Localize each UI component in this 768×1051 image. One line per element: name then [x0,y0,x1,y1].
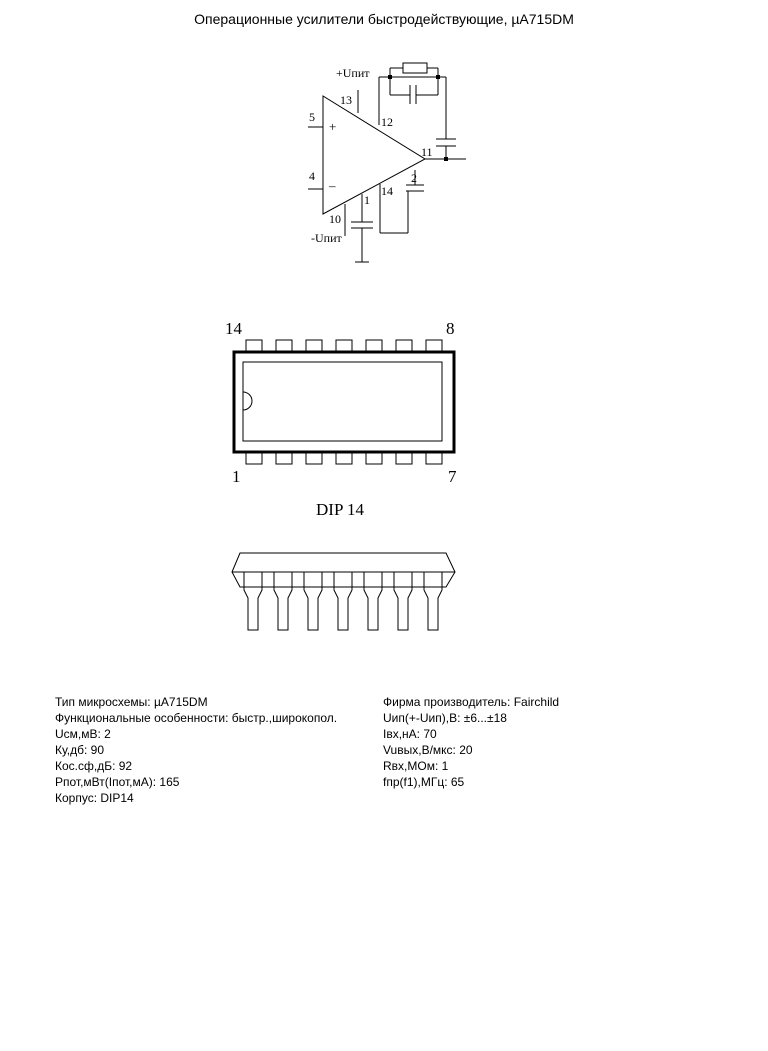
dip-pin-top [396,340,412,352]
minus-sign: – [329,178,336,193]
pin-label-12: 12 [381,115,393,129]
spec-input-current: Iвх,нА: 70 [383,727,437,741]
side-pin [334,572,352,630]
side-pin [424,572,442,630]
spec-input-resistance: Rвх,МОм: 1 [383,759,449,773]
side-pin [274,572,292,630]
dip-pin-top [366,340,382,352]
spec-supply-voltage: Uип(+-Uип),В: ±6...±18 [383,711,507,725]
dip-label-1: 1 [232,467,241,486]
pin-label-2: 2 [411,171,417,185]
spec-offset-voltage: Uсм,мВ: 2 [55,727,111,741]
side-pin [394,572,412,630]
dip-label-8: 8 [446,319,455,338]
dip-pin-bottom [246,452,262,464]
dip-pin-top [246,340,262,352]
dip-pin-bottom [336,452,352,464]
pin-label-1: 1 [364,193,370,207]
dip-pin-top [336,340,352,352]
pin-label-4: 4 [309,169,315,183]
dip-pin-top [306,340,322,352]
feedback-resistor [403,63,427,73]
pin-label-10: 10 [329,212,341,226]
vminus-label: -Uпит [311,231,342,245]
spec-cmrr: Кос.сф,дБ: 92 [55,759,133,773]
dip-pin-top [426,340,442,352]
side-pin [244,572,262,630]
schematic-labels [309,66,433,245]
pin-label-13: 13 [340,93,352,107]
junction-dot [436,75,440,79]
spec-chip-type: Тип микросхемы: µA715DM [55,695,208,709]
spec-gain: Ку,дб: 90 [55,743,105,757]
package-name: DIP 14 [316,500,365,519]
spec-package: Корпус: DIP14 [55,791,134,805]
vplus-label: +Uпит [336,66,370,80]
junction-dot [444,157,448,161]
dip-body-outer [234,352,454,452]
dip-pin-bottom [426,452,442,464]
spec-power: Рпот,мВт(Iпот,мА): 165 [55,775,180,789]
dip-pin-bottom [276,452,292,464]
spec-frequency: fпр(f1),МГц: 65 [383,775,465,789]
dip-side-view [232,553,455,630]
spec-features: Функциональные особенности: быстр.,широкопол. [55,711,338,725]
specs-right-column [383,694,559,790]
junction-dots [388,75,448,161]
side-body [232,553,455,587]
page-title: Операционные усилители быстродействующие, µA715DM [194,11,574,27]
dip-label-14: 14 [225,319,242,338]
dip-pin-bottom [306,452,322,464]
dip-pin-bottom [396,452,412,464]
pin-label-5: 5 [309,110,315,124]
dip-pin-bottom [366,452,382,464]
plus-sign: + [329,119,337,134]
junction-dot [388,75,392,79]
specs-left-column [55,694,337,806]
pin-label-14: 14 [381,184,393,198]
spec-slew-rate: Vuвых,В/мкс: 20 [383,743,473,757]
side-pin [364,572,382,630]
spec-manufacturer: Фирма производитель: Fairchild [383,695,560,709]
op-amp-triangle [323,96,425,214]
dip-top-view [234,340,454,464]
pin-label-11: 11 [421,145,433,159]
dip-label-7: 7 [448,467,457,486]
side-pin [304,572,322,630]
dip-pin-top [276,340,292,352]
